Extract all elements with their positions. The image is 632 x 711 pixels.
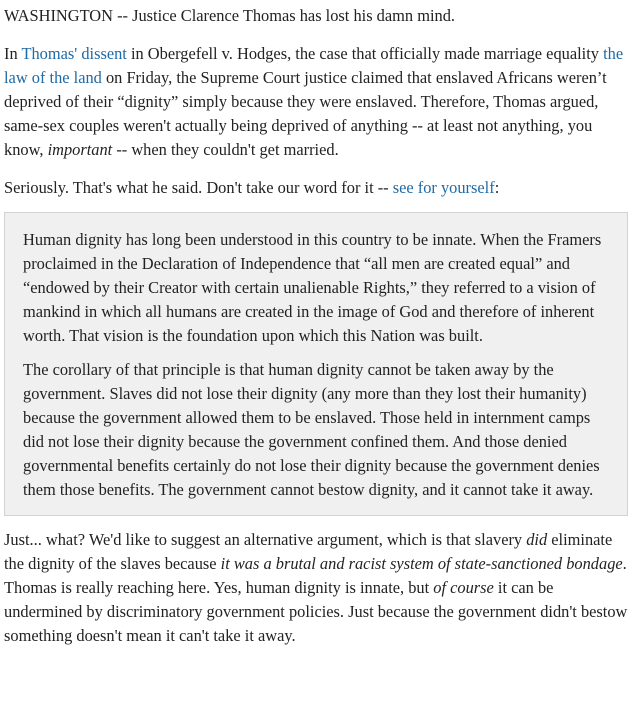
text-segment: in Obergefell v. Hodges, the case that officially made marriage equality [126, 44, 604, 63]
dateline: WASHINGTON [4, 6, 113, 25]
paragraph-seriously [4, 176, 630, 200]
emphasis-important: important [47, 140, 113, 159]
text-segment: it can be undermined by discriminatory government policies. Just because the government didn't bestow something doesn't mean it can't take it away. [4, 578, 628, 645]
see-for-yourself-link[interactable]: see for yourself [392, 178, 495, 197]
emphasis-of-course: of course [433, 578, 494, 597]
text-segment: -- when they couldn't get married. [112, 140, 339, 159]
text-segment: on Friday, the Supreme Court justice claimed that enslaved Africans weren’t deprived of their “dignity” simply because they were enslaved. Therefore, Thomas argued, same-sex couples weren't actually being deprived of anything -- at least not anything, you know, [4, 68, 607, 159]
quote-paragraph-1: Human dignity has long been understood in this country to be innate. When the Framers proclaimed in the Declaration of Independence that “all men are created equal” and “endowed by their Creator with certain unalienable Rights,” they referred to a vision of mankind in which all humans are created in the image of God and therefore of inherent worth. That vision is the foundation upon which this Nation was built. [23, 230, 602, 345]
text-segment: eliminate the dignity of the slaves because [4, 530, 613, 573]
paragraph-response [4, 528, 630, 648]
text-segment: . Thomas is really reaching here. Yes, human dignity is innate, but [4, 554, 627, 597]
text-segment: : [494, 178, 500, 197]
text-segment: Just... what? We'd like to suggest an alternative argument, which is that slavery [4, 530, 527, 549]
quote-paragraph-2: The corollary of that principle is that human dignity cannot be taken away by the government. Slaves did not lose their dignity (any more than they lost their humanity) because the government allowed them to be enslaved. Those held in internment camps did not lose their dignity because the government confined them. And those denied governmental benefits certainly do not lose their dignity because the government denies them those benefits. The government cannot bestow dignity, and it cannot take it away. [23, 360, 600, 499]
paragraph-dissent [4, 42, 630, 162]
law-of-the-land-link[interactable]: the law of the land [4, 44, 624, 87]
blockquote [4, 212, 628, 516]
text-segment: Seriously. That's what he said. Don't take our word for it -- [4, 178, 393, 197]
lede-text: -- Justice Clarence Thomas has lost his damn mind. [112, 6, 455, 25]
text-segment: In [4, 44, 22, 63]
emphasis-brutal-system: it was a brutal and racist system of state-sanctioned bondage [220, 554, 623, 573]
thomas-dissent-link[interactable]: Thomas' dissent [21, 44, 127, 63]
emphasis-did: did [526, 530, 548, 549]
paragraph-lede [4, 4, 630, 28]
